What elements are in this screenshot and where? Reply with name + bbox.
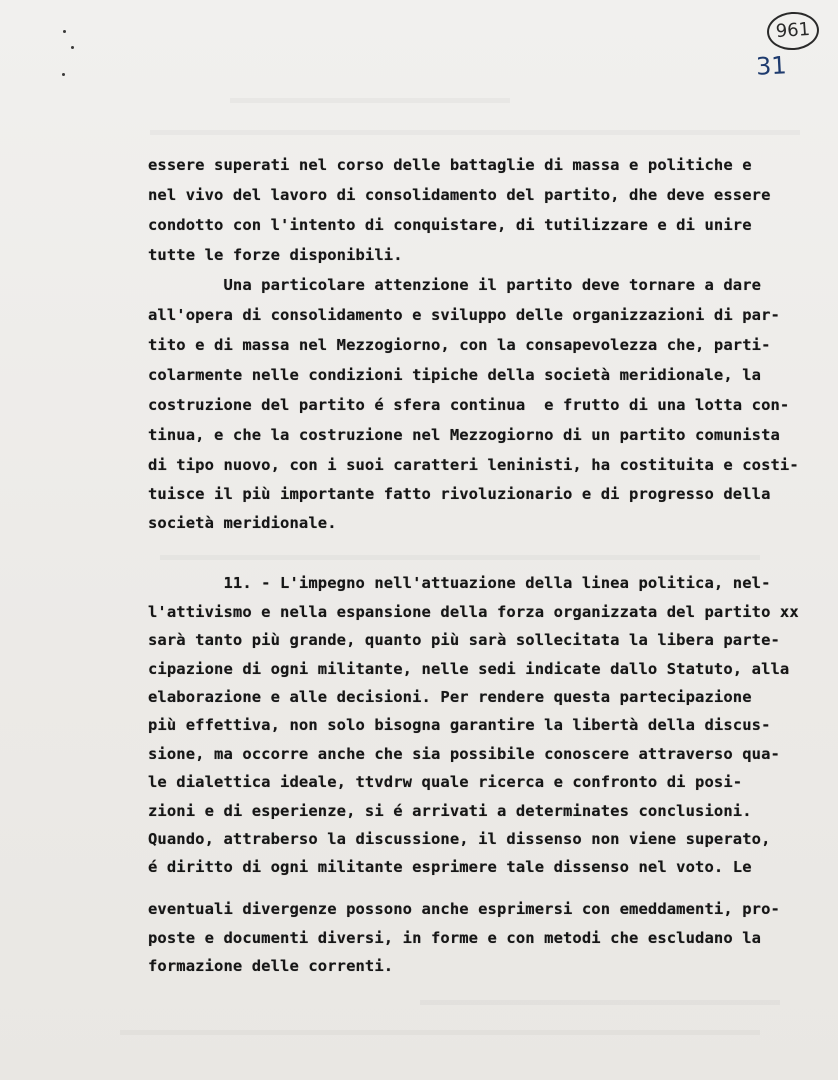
binding-hole-mark (63, 30, 66, 33)
text-line: zioni e di esperienze, si é arrivati a determinates conclusioni. (148, 802, 752, 820)
binding-hole-mark (71, 46, 74, 49)
text-line: le dialettica ideale, ttvdrw quale ricerca e confronto di posi- (148, 773, 743, 791)
text-line: Una particolare attenzione il partito deve tornare a dare (148, 276, 762, 294)
text-line: l'attivismo e nella espansione della forza organizzata del partito xx (148, 603, 799, 621)
text-line: é diritto di ogni militante esprimere tale dissenso nel voto. Le (148, 858, 752, 876)
text-line: più effettiva, non solo bisogna garantire la libertà della discus- (148, 716, 771, 734)
show-through-text (120, 1030, 760, 1035)
text-line: tinua, e che la costruzione nel Mezzogiorno di un partito comunista (148, 426, 780, 444)
text-line: poste e documenti diversi, in forme e con metodi che escludano la (148, 929, 762, 947)
text-line: essere superati nel corso delle battaglie di massa e politiche e (148, 156, 752, 174)
text-line: cipazione di ogni militante, nelle sedi indicate dallo Statuto, alla (148, 660, 790, 678)
page-number: 31 (755, 51, 788, 81)
text-line: eventuali divergenze possono anche esprimersi con emeddamenti, pro- (148, 900, 780, 918)
show-through-text (150, 130, 800, 135)
text-line: elaborazione e alle decisioni. Per rendere questa partecipazione (148, 688, 752, 706)
text-line: nel vivo del lavoro di consolidamento del partito, dhe deve essere (148, 186, 771, 204)
text-line: sarà tanto più grande, quanto più sarà sollecitata la libera parte- (148, 631, 780, 649)
binding-hole-mark (62, 73, 65, 76)
show-through-text (230, 98, 510, 103)
text-line: condotto con l'intento di conquistare, di tutilizzare e di unire (148, 216, 752, 234)
show-through-text (420, 1000, 780, 1005)
text-line: costruzione del partito é sfera continua e frutto di una lotta con- (148, 396, 790, 414)
text-line: all'opera di consolidamento e sviluppo delle organizzazioni di par- (148, 306, 780, 324)
text-line: di tipo nuovo, con i suoi caratteri leninisti, ha costituita e costi- (148, 456, 799, 474)
text-line: 11. - L'impegno nell'attuazione della linea politica, nel- (148, 574, 771, 592)
text-line: Quando, attraberso la discussione, il dissenso non viene superato, (148, 830, 771, 848)
text-line: tutte le forze disponibili. (148, 246, 403, 264)
text-line: sione, ma occorre anche che sia possibile conoscere attraverso qua- (148, 745, 780, 763)
archive-number-stamp: 961 (766, 10, 821, 52)
text-line: società meridionale. (148, 514, 337, 532)
text-line: formazione delle correnti. (148, 957, 394, 975)
text-line: tito e di massa nel Mezzogiorno, con la consapevolezza che, parti- (148, 336, 771, 354)
text-line: colarmente nelle condizioni tipiche della società meridionale, la (148, 366, 762, 384)
text-line: tuisce il più importante fatto rivoluzionario e di progresso della (148, 485, 771, 503)
show-through-text (160, 555, 760, 560)
